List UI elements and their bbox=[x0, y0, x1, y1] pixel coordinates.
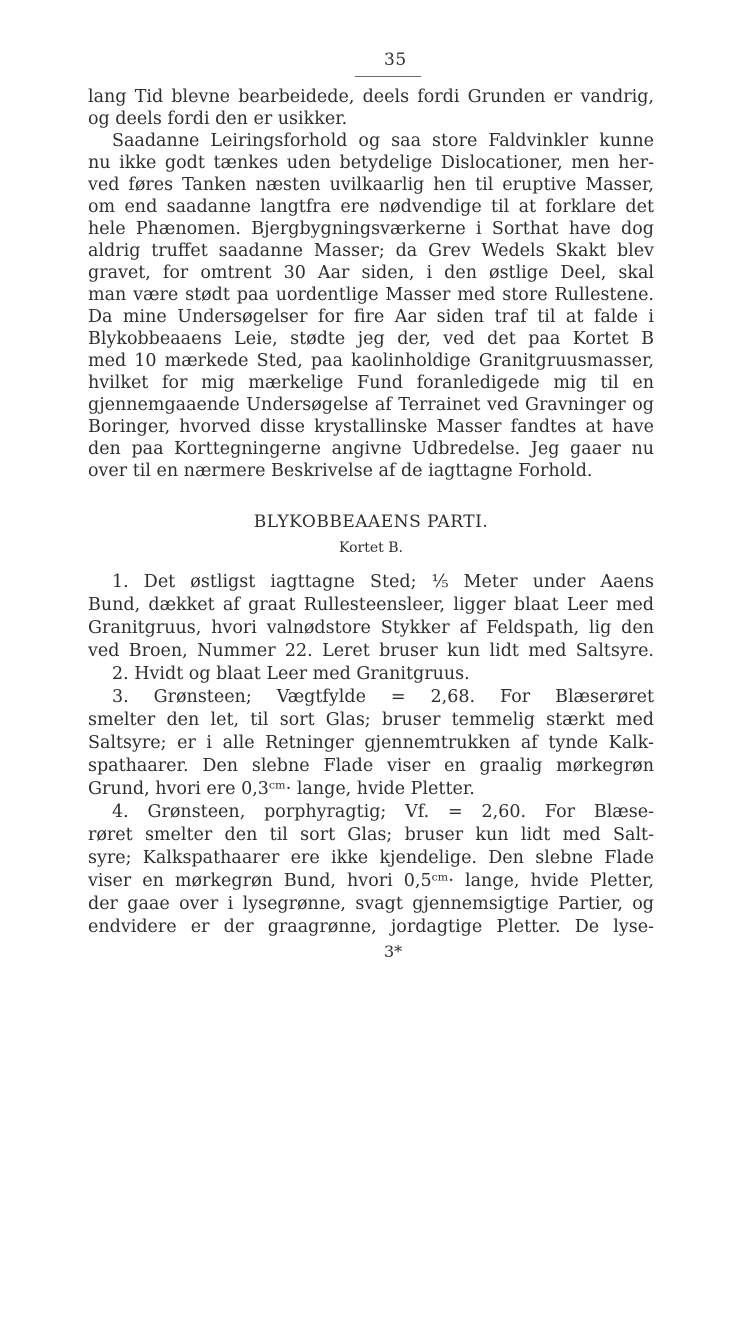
text-line: røret smelter den til sort Glas; bruser kun lidt med Salt- bbox=[88, 825, 654, 845]
text-line: med 10 mærkede Sted, paa kaolinholdige Granitgruusmasser, bbox=[88, 351, 654, 371]
section-heading: BLYKOBBEAAENS PARTI. bbox=[253, 512, 489, 532]
text-line: 1. Det østligst iagttagne Sted; ⅕ Meter under Aaens bbox=[112, 572, 654, 592]
text-line: nu ikke godt tænkes uden betydelige Dislocationer, men her- bbox=[88, 153, 654, 173]
text-line: gjennemgaaende Undersøgelse af Terrainet ved Gravninger og bbox=[88, 395, 654, 415]
text-line: smelter den let, til sort Glas; bruser temmelig stærkt med bbox=[88, 710, 654, 730]
text-line: Saltsyre; er i alle Retninger gjennemtrukken af tynde Kalk- bbox=[88, 733, 654, 753]
text-line: Grund, hvori ere 0,3ᶜᵐ· lange, hvide Pletter. bbox=[88, 779, 475, 799]
text-line: man være stødt paa uordentlige Masser med store Rullestene. bbox=[88, 285, 654, 305]
text-line: viser en mørkegrøn Bund, hvori 0,5ᶜᵐ· lange, hvide Pletter, bbox=[88, 871, 654, 891]
text-line: ved føres Tanken næsten uvilkaarlig hen til eruptive Masser, bbox=[88, 175, 654, 195]
text-line: og deels fordi den er usikker. bbox=[88, 109, 348, 129]
text-line: Blykobbeaaens Leie, stødte jeg der, ved det paa Kortet B bbox=[88, 329, 654, 349]
text-line: Boringer, hvorved disse krystallinske Masser fandtes at have bbox=[88, 417, 654, 437]
text-line: den paa Korttegningerne angivne Udbredelse. Jeg gaaer nu bbox=[88, 439, 654, 459]
text-line: der gaae over i lysegrønne, svagt gjennemsigtige Partier, og bbox=[88, 894, 654, 914]
signature-mark: 3* bbox=[384, 942, 403, 961]
text-line: Bund, dækket af graat Rullesteensleer, ligger blaat Leer med bbox=[88, 595, 654, 615]
text-line: lang Tid blevne bearbeidede, deels fordi Grunden er vandrig, bbox=[88, 87, 654, 107]
text-line: spathaarer. Den slebne Flade viser en graalig mørkegrøn bbox=[88, 756, 654, 776]
text-line: 2. Hvidt og blaat Leer med Granitgruus. bbox=[112, 664, 470, 684]
text-line: Da mine Undersøgelser for fire Aar siden traf til at falde i bbox=[88, 307, 654, 327]
text-line: 4. Grønsteen, porphyragtig; Vf. = 2,60. For Blæse- bbox=[112, 802, 654, 822]
text-line: Granitgruus, hvori valnødstore Stykker af Feldspath, lig den bbox=[88, 618, 654, 638]
text-line: hele Phænomen. Bjergbygningsværkerne i Sorthat have dog bbox=[88, 219, 654, 239]
text-line: 3. Grønsteen; Vægtfylde = 2,68. For Blæserøret bbox=[112, 687, 654, 707]
page-number: 35 bbox=[384, 50, 407, 70]
text-line: hvilket for mig mærkelige Fund foranledigede mig til en bbox=[88, 373, 654, 393]
text-line: om end saadanne langtfra ere nødvendige til at forklare det bbox=[88, 197, 654, 217]
section-subheading: Kortet B. bbox=[339, 540, 403, 556]
text-line: Saadanne Leiringsforhold og saa store Faldvinkler kunne bbox=[112, 131, 654, 151]
text-line: ved Broen, Nummer 22. Leret bruser kun lidt med Saltsyre. bbox=[88, 641, 654, 661]
text-line: over til en nærmere Beskrivelse af de iagttagne Forhold. bbox=[88, 461, 593, 481]
page-number-rule bbox=[355, 76, 421, 77]
text-line: syre; Kalkspathaarer ere ikke kjendelige. Den slebne Flade bbox=[88, 848, 654, 868]
text-line: aldrig truffet saadanne Masser; da Grev Wedels Skakt blev bbox=[88, 241, 654, 261]
text-line: gravet, for omtrent 30 Aar siden, i den østlige Deel, skal bbox=[88, 263, 654, 283]
text-line: endvidere er der graagrønne, jordagtige Pletter. De lyse- bbox=[88, 917, 654, 937]
